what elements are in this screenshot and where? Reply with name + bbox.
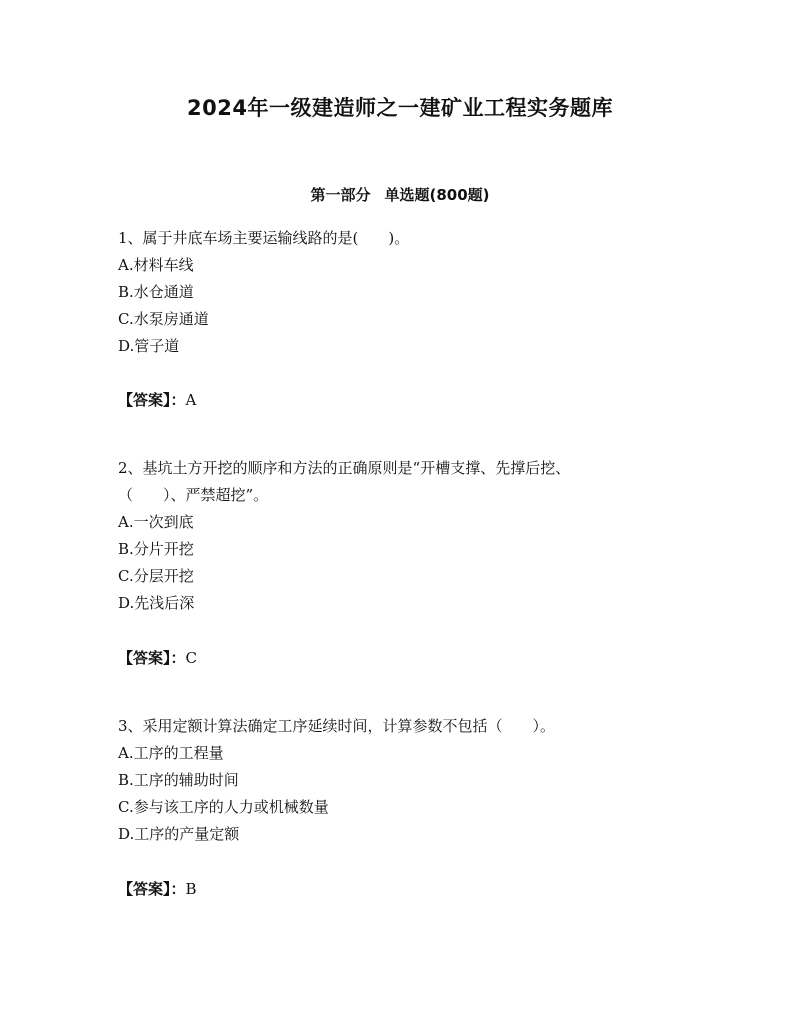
- question-stem: 1、属于井底车场主要运输线路的是( )。: [118, 229, 410, 247]
- option-a: A.工序的工程量: [118, 744, 224, 762]
- option-d: D.管子道: [118, 337, 180, 355]
- option-c: C.参与该工序的人力或机械数量: [118, 798, 329, 816]
- page-title: 2024年一级建造师之一建矿业工程实务题库: [187, 96, 613, 120]
- question-stem: 3、采用定额计算法确定工序延续时间，计算参数不包括（ ）。: [118, 717, 556, 735]
- answer-label: 【答案】：: [118, 880, 186, 898]
- question-2: [118, 455, 708, 617]
- option-b: B.分片开挖: [118, 540, 194, 558]
- option-d: D.工序的产量定额: [118, 825, 240, 843]
- answer-2: [118, 647, 197, 668]
- question-stem-line-2: （ ）、严禁超挖”。: [118, 486, 269, 504]
- option-b: B.工序的辅助时间: [118, 771, 239, 789]
- answer-value: C: [185, 649, 197, 667]
- option-d: D.先浅后深: [118, 594, 195, 612]
- answer-label: 【答案】：: [118, 391, 186, 409]
- section-heading: [0, 184, 800, 205]
- option-a: A.材料车线: [118, 256, 194, 274]
- answer-3: [118, 878, 197, 899]
- question-stem-line-1: 2、基坑土方开挖的顺序和方法的正确原则是“开槽支撑、先撑后挖、: [118, 459, 571, 477]
- option-c: C.水泵房通道: [118, 310, 209, 328]
- answer-label: 【答案】：: [118, 649, 186, 667]
- answer-1: [118, 389, 196, 410]
- answer-value: B: [185, 880, 197, 898]
- option-a: A.一次到底: [118, 513, 194, 531]
- question-3: [118, 713, 708, 848]
- option-c: C.分层开挖: [118, 567, 194, 585]
- section-part: 第一部分: [310, 186, 371, 204]
- answer-value: A: [185, 391, 197, 409]
- question-1: [118, 225, 708, 360]
- option-b: B.水仓通道: [118, 283, 194, 301]
- section-name: 单选题(800题): [384, 186, 490, 204]
